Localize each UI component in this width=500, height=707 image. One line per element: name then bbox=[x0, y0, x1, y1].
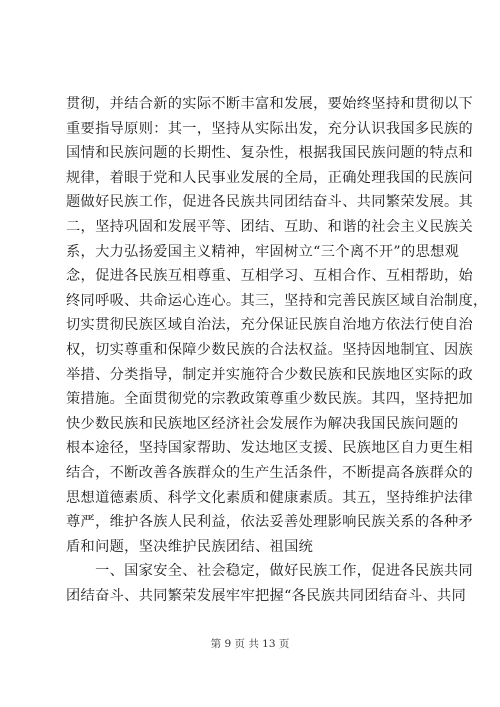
text-line: 权，切实尊重和保障少数民族的合法权益。坚持因地制宜、因族 bbox=[66, 341, 474, 358]
text-line: 盾和问题，坚决维护民族团结、祖国统 bbox=[66, 538, 314, 555]
text-line: 念，促进各民族互相尊重、互相学习、互相合作、互相帮助，始 bbox=[66, 268, 474, 285]
text-line: 举措、分类指导，制定并实施符合少数民族和民族地区实际的政 bbox=[66, 366, 474, 383]
text-line: 国情和民族问题的长期性、复杂性，根据我国民族问题的特点和 bbox=[66, 145, 474, 162]
text-line: 系，大力弘扬爱国主义精神，牢固树立“三个离不开”的思想观 bbox=[66, 243, 460, 260]
text-line: 规律，着眼于党和人民事业发展的全局，正确处理我国的民族问 bbox=[66, 169, 474, 186]
text-line: 题做好民族工作，促进各民族共同团结奋斗、共同繁荣发展。其 bbox=[66, 194, 474, 211]
page-number-footer: 第 9 页 共 13 页 bbox=[210, 638, 290, 650]
text-line: 结合，不断改善各族群众的生产生活条件，不断提高各族群众的 bbox=[66, 464, 474, 481]
text-line: 重要指导原则：其一，坚持从实际出发，充分认识我国多民族的 bbox=[66, 120, 474, 137]
body-text bbox=[66, 92, 488, 608]
text-line: 尊严，维护各族人民利益，依法妥善处理影响民族关系的各种矛 bbox=[66, 514, 474, 531]
text-line: 策措施。全面贯彻党的宗教政策尊重少数民族。其四，坚持把加 bbox=[66, 391, 474, 408]
text-line: 终同呼吸、共命运心连心。其三，坚持和完善民族区域自治制度， bbox=[66, 292, 488, 309]
text-line: 思想道德素质、科学文化素质和健康素质。其五，坚持维护法律 bbox=[66, 489, 474, 506]
text-line: 切实贯彻民族区域自治法，充分保证民族自治地方依法行使自治 bbox=[66, 317, 474, 334]
text-line: 贯彻，并结合新的实际不断丰富和发展，要始终坚持和贯彻以下 bbox=[66, 96, 474, 112]
text-line: 团结奋斗、共同繁荣发展牢牢把握“各民族共同团结奋斗、共同 bbox=[66, 587, 467, 604]
text-line: 二，坚持巩固和发展平等、团结、互助、和谐的社会主义民族关 bbox=[66, 218, 474, 235]
text-line: 快少数民族和民族地区经济社会发展作为解决我国民族问题的 bbox=[66, 415, 459, 432]
text-line: 一、国家安全、社会稳定，做好民族工作，促进各民族共同 bbox=[66, 563, 474, 580]
text-line: 根本途径，坚持国家帮助、发达地区支援、民族地区自力更生相 bbox=[66, 440, 474, 457]
